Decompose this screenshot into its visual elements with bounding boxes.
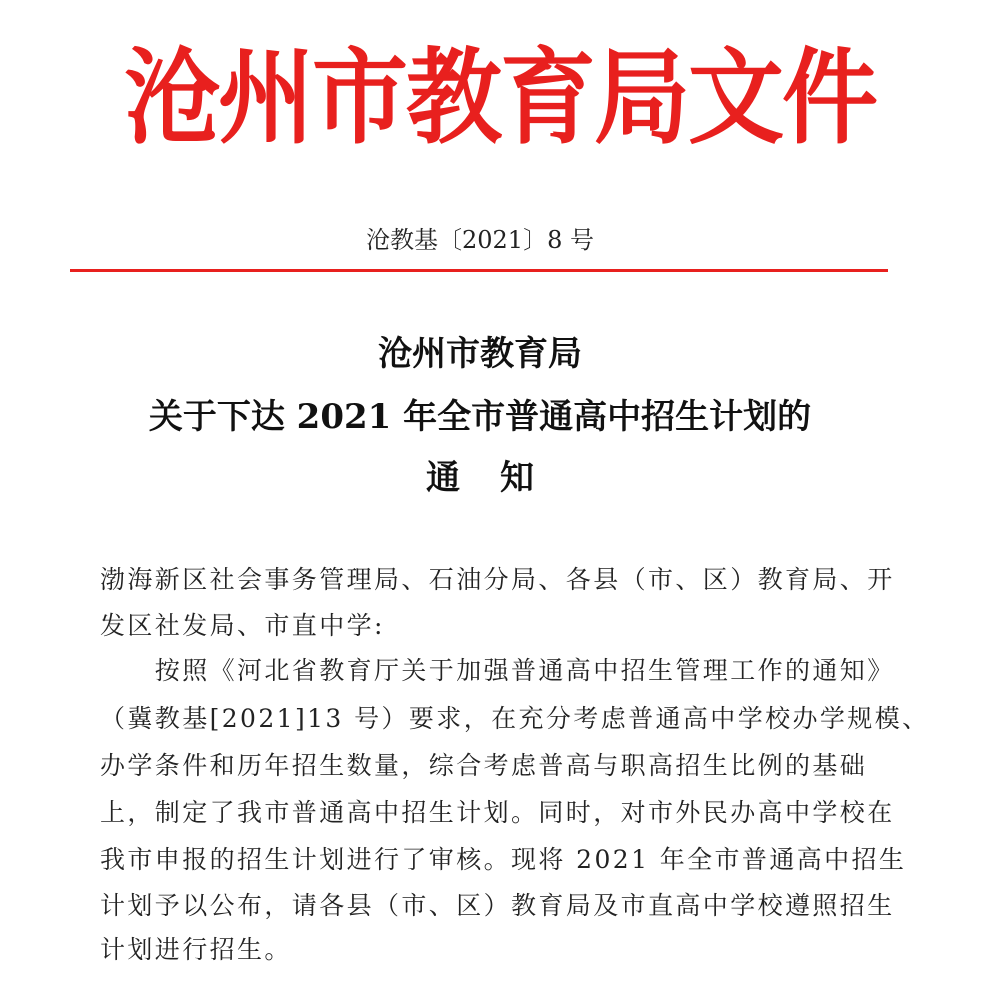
- body-line: 按照《河北省教育厅关于加强普通高中招生管理工作的通知》: [100, 656, 895, 685]
- body-line: 渤海新区社会事务管理局、石油分局、各县（市、区）教育局、开: [100, 565, 895, 594]
- notice-title-line-3: 通知: [426, 458, 574, 498]
- body-line: （冀教基[2021]13 号）要求，在充分考虑普通高中学校办学规模、: [100, 704, 930, 733]
- body-line: 上，制定了我市普通高中招生计划。同时，对市外民办高中学校在: [100, 798, 895, 827]
- body-line: 我市申报的招生计划进行了审核。现将 2021 年全市普通高中招生: [100, 845, 907, 874]
- notice-title-line-2: 关于下达 2021 年全市普通高中招生计划的: [148, 397, 812, 437]
- masthead-title: 沧州市教育局文件: [124, 36, 876, 159]
- notice-title-line-1: 沧州市教育局: [378, 334, 582, 374]
- body-line: 发区社发局、市直中学:: [100, 611, 385, 640]
- document-number: 沧教基〔2021〕8 号: [366, 226, 594, 254]
- body-line: 计划进行招生。: [100, 935, 292, 964]
- body-line: 计划予以公布，请各县（市、区）教育局及市直高中学校遵照招生: [100, 891, 895, 920]
- red-divider-line: [70, 269, 888, 272]
- body-line: 办学条件和历年招生数量，综合考虑普高与职高招生比例的基础: [100, 751, 868, 780]
